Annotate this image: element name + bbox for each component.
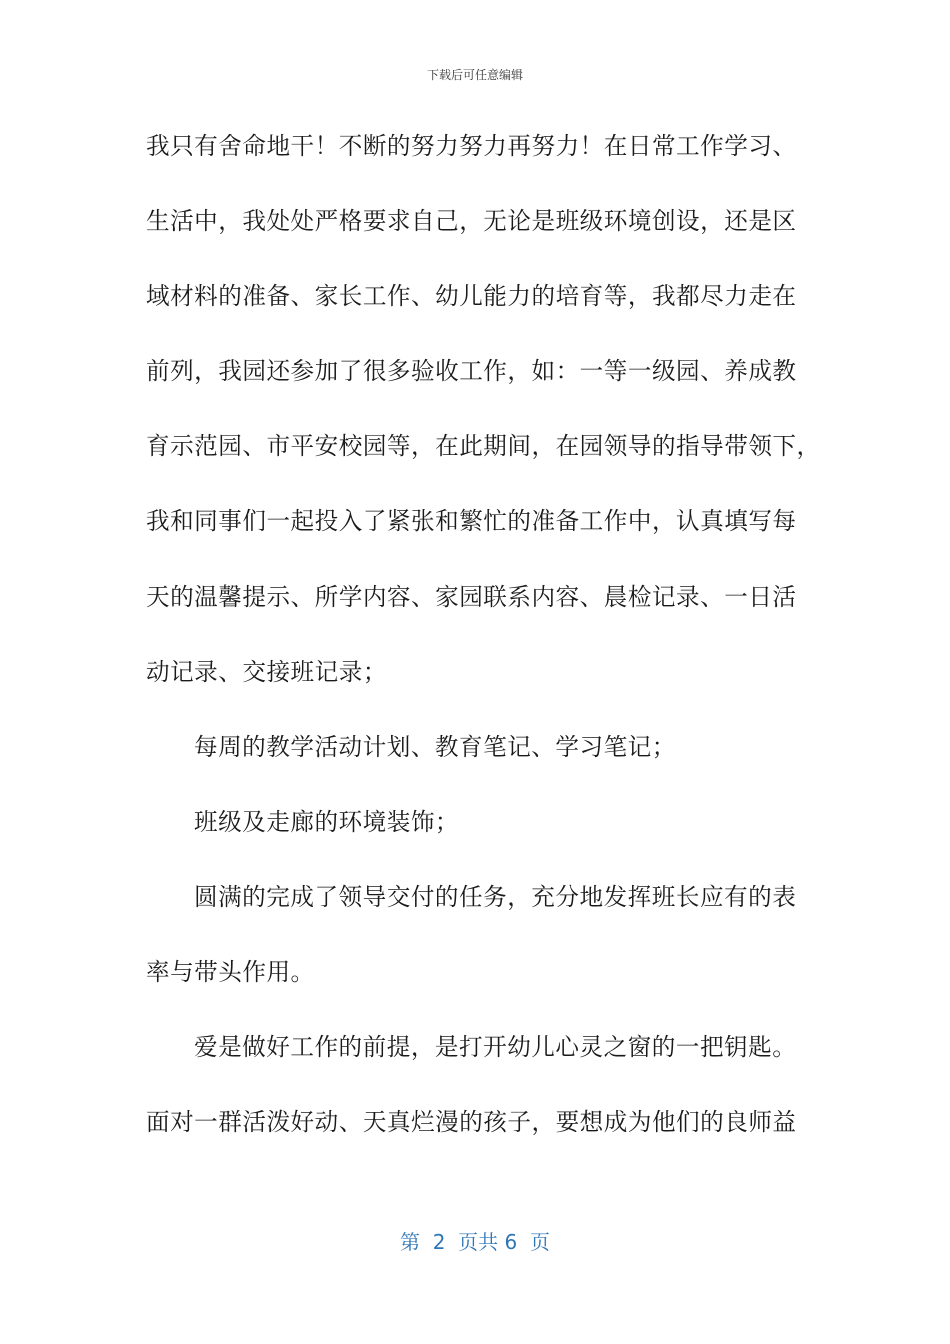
paragraph-line: 生活中，我处处严格要求自己，无论是班级环境创设，还是区 (146, 207, 797, 236)
paragraph-line: 每周的教学活动计划、教育笔记、学习笔记； (194, 732, 676, 761)
paragraph-line: 我只有舍命地干！不断的努力努力再努力！在日常工作学习、 (146, 132, 797, 160)
paragraph-line: 班级及走廊的环境装饰； (194, 807, 460, 836)
paragraph-line: 爱是做好工作的前提，是打开幼儿心灵之窗的一把钥匙。 (194, 1033, 797, 1062)
paragraph-line: 天的温馨提示、所学内容、家园联系内容、晨检记录、一日活 (146, 582, 797, 611)
paragraph-line: 动记录、交接班记录； (146, 657, 387, 686)
paragraph-line: 前列，我园还参加了很多验收工作，如：一等一级园、养成教 (146, 357, 797, 386)
paragraph-line: 率与带头作用。 (146, 958, 315, 987)
paragraph-line: 面对一群活泼好动、天真烂漫的孩子，要想成为他们的良师益 (146, 1108, 797, 1137)
paragraph-line: 圆满的完成了领导交付的任务，充分地发挥班长应有的表 (194, 882, 797, 911)
paragraph-line: 我和同事们一起投入了紧张和繁忙的准备工作中，认真填写每 (146, 507, 797, 536)
document-body (146, 128, 821, 1179)
paragraph-line: 域材料的准备、家长工作、幼儿能力的培育等，我都尽力走在 (146, 282, 797, 311)
page-number-footer: 第 2 页共 6 页 (400, 1230, 550, 1254)
page-header-note: 下载后可任意编辑 (426, 68, 523, 82)
paragraph-line: 育示范园、市平安校园等，在此期间，在园领导的指导带领下， (146, 432, 821, 461)
